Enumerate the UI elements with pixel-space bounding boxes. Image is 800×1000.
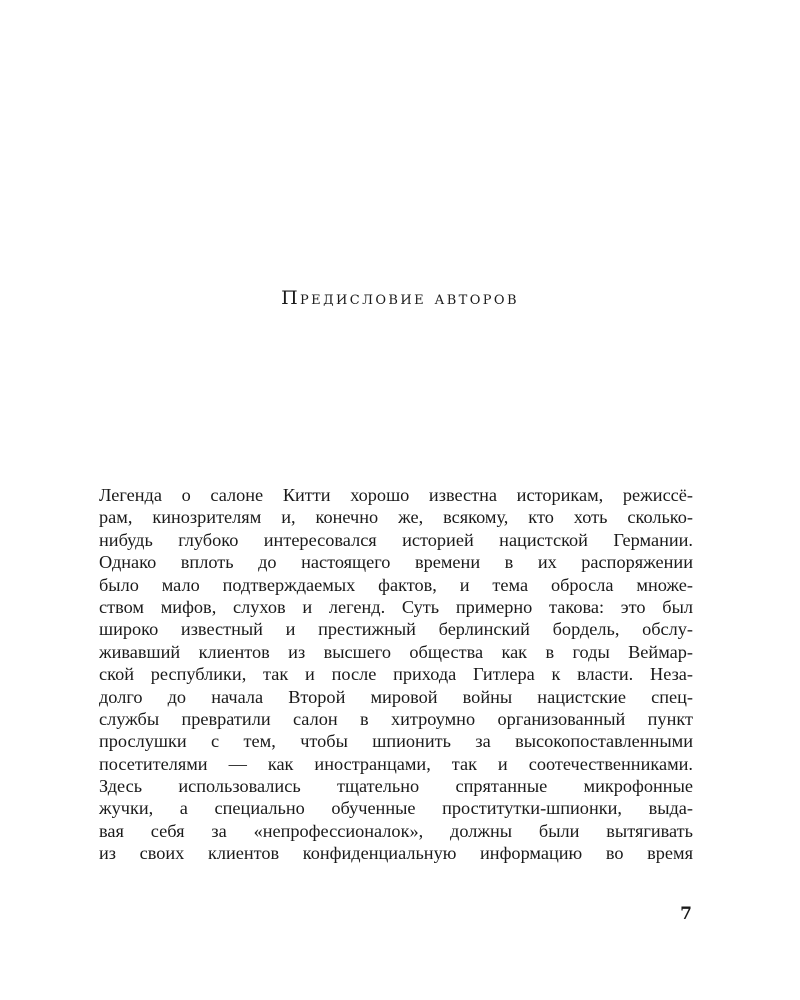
page-number: 7 <box>680 904 692 924</box>
text-line: прослушки с тем, чтобы шпионить за высокопоставленными <box>99 731 693 752</box>
text-line: ской республики, так и после прихода Гитлера к власти. Неза- <box>99 664 693 685</box>
text-line: широко известный и престижный берлинский бордель, обслу- <box>99 619 693 640</box>
text-line: Легенда о салоне Китти хорошо известна историкам, режиссё- <box>99 485 693 505</box>
text-line: вая себя за «непрофессионалок», должны были вытягивать <box>99 820 693 841</box>
text-line: было мало подтверждаемых фактов, и тема обросла множе- <box>99 574 693 595</box>
body-text <box>99 484 693 865</box>
text-line: долго до начала Второй мировой войны нацистские спец- <box>99 686 693 707</box>
text-line: живавший клиентов из высшего общества как в годы Веймар- <box>99 641 693 662</box>
text-line: службы превратили салон в хитроумно организованный пункт <box>99 708 693 729</box>
text-line: Здесь использовались тщательно спрятанные микрофонные <box>99 776 693 797</box>
chapter-title: Предисловие авторов <box>281 287 519 309</box>
text-line: из своих клиентов конфиденциальную информацию во время <box>99 843 693 864</box>
text-line: рам, кинозрителям и, конечно же, всякому, кто хоть сколько- <box>99 507 693 528</box>
text-line: посетителями — как иностранцами, так и соотечественниками. <box>99 753 693 774</box>
text-line: жучки, а специально обученные проститутки-шпионки, выда- <box>99 798 693 819</box>
text-line: ством мифов, слухов и легенд. Суть примерно такова: это был <box>99 596 693 617</box>
text-line: Однако вплоть до настоящего времени в их распоряжении <box>99 552 693 573</box>
text-line: нибудь глубоко интересовался историей нацистской Германии. <box>99 529 693 550</box>
